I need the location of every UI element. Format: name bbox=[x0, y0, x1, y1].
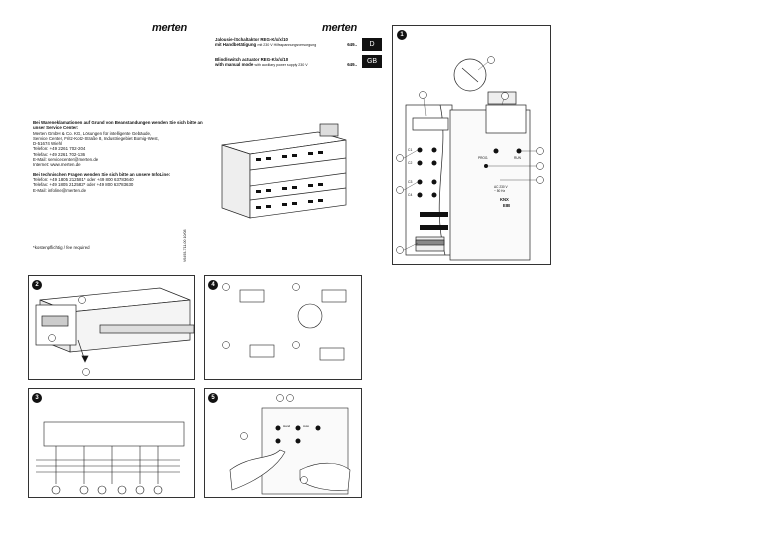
note-de: mit 230 V Hilfsspannungsversorgung bbox=[257, 43, 317, 48]
label-knx: KNX bbox=[500, 197, 509, 202]
lang-badge-de: D bbox=[362, 38, 382, 51]
label-eib: EIB bbox=[503, 203, 510, 208]
footnote: *kostenpflichtig / fee required bbox=[33, 245, 90, 250]
label-hand: Hand bbox=[283, 424, 291, 428]
title-de: Jalousie-/Schaltaktor REG-K/x/x/10 bbox=[215, 37, 288, 42]
label-prog: PROG. bbox=[478, 156, 489, 160]
step-1-badge: 1 bbox=[397, 30, 407, 40]
contact-email: E-Mail: servicecenter@merten.de bbox=[33, 157, 99, 163]
label-c2: C2 bbox=[408, 161, 413, 165]
label-c1: C1 bbox=[408, 148, 413, 152]
label-run: RUN bbox=[514, 156, 521, 160]
subtitle-en: with manual mode bbox=[215, 62, 254, 68]
subtitle-de: mit Handbetätigung bbox=[215, 42, 257, 48]
contact-web: Internet: www.merten.de bbox=[33, 162, 81, 168]
contact-company: Merten GmbH & Co. KG, Lösungen für intelligente Gebäude, bbox=[33, 130, 152, 136]
label-c4: C4 bbox=[408, 193, 413, 197]
code-de: 649.. bbox=[347, 42, 357, 48]
brand-logo-right: merten bbox=[322, 22, 357, 34]
contact-address1: Service Center, Fritz-Kotz-Straße 8, Industriegebiet Bomig-West, bbox=[33, 135, 159, 141]
label-auto: Auto bbox=[303, 424, 310, 428]
step-4-badge: 4 bbox=[208, 280, 218, 290]
contact-phone: Telefon: +49 2261 702-204 bbox=[33, 146, 86, 152]
infoline-phone: Telefon: +49 1805 212581* oder +49 800 63783640 bbox=[33, 176, 134, 182]
label-voltage: AC 230 V bbox=[494, 185, 508, 189]
label-frequency: ~ 50 Hz bbox=[494, 189, 506, 193]
infoline-fax: Telefax: +49 1805 212582* oder +49 800 63783630 bbox=[33, 182, 134, 188]
step-3-badge: 3 bbox=[32, 393, 42, 403]
document-number: V6493-711-00 10/08 bbox=[183, 229, 187, 262]
note-en: with auxiliary power supply 230 V bbox=[254, 63, 308, 68]
lang-badge-en: GB bbox=[362, 55, 382, 68]
contact-address2: D-51674 Wiehl bbox=[33, 141, 63, 147]
code-en: 649.. bbox=[347, 62, 357, 68]
title-en: Blind/switch actuator REG-K/x/x/10 bbox=[215, 57, 289, 62]
brand-logo-left: merten bbox=[152, 22, 187, 34]
label-c3: C3 bbox=[408, 180, 413, 184]
contact-heading: Bei Wareneklamationen auf Grund von Beanstandungen wenden Sie sich bitte an unser Service Center: bbox=[33, 120, 203, 131]
step-5-badge: 5 bbox=[208, 393, 218, 403]
contact-fax: Telefax: +49 2261 702-136 bbox=[33, 151, 86, 157]
infoline-heading: Bei technischen Fragen wenden Sie sich bitte an unsere InfoLine: bbox=[33, 171, 171, 177]
step-2-badge: 2 bbox=[32, 280, 42, 290]
infoline-email: E-Mail: infoline@merten.de bbox=[33, 187, 87, 193]
